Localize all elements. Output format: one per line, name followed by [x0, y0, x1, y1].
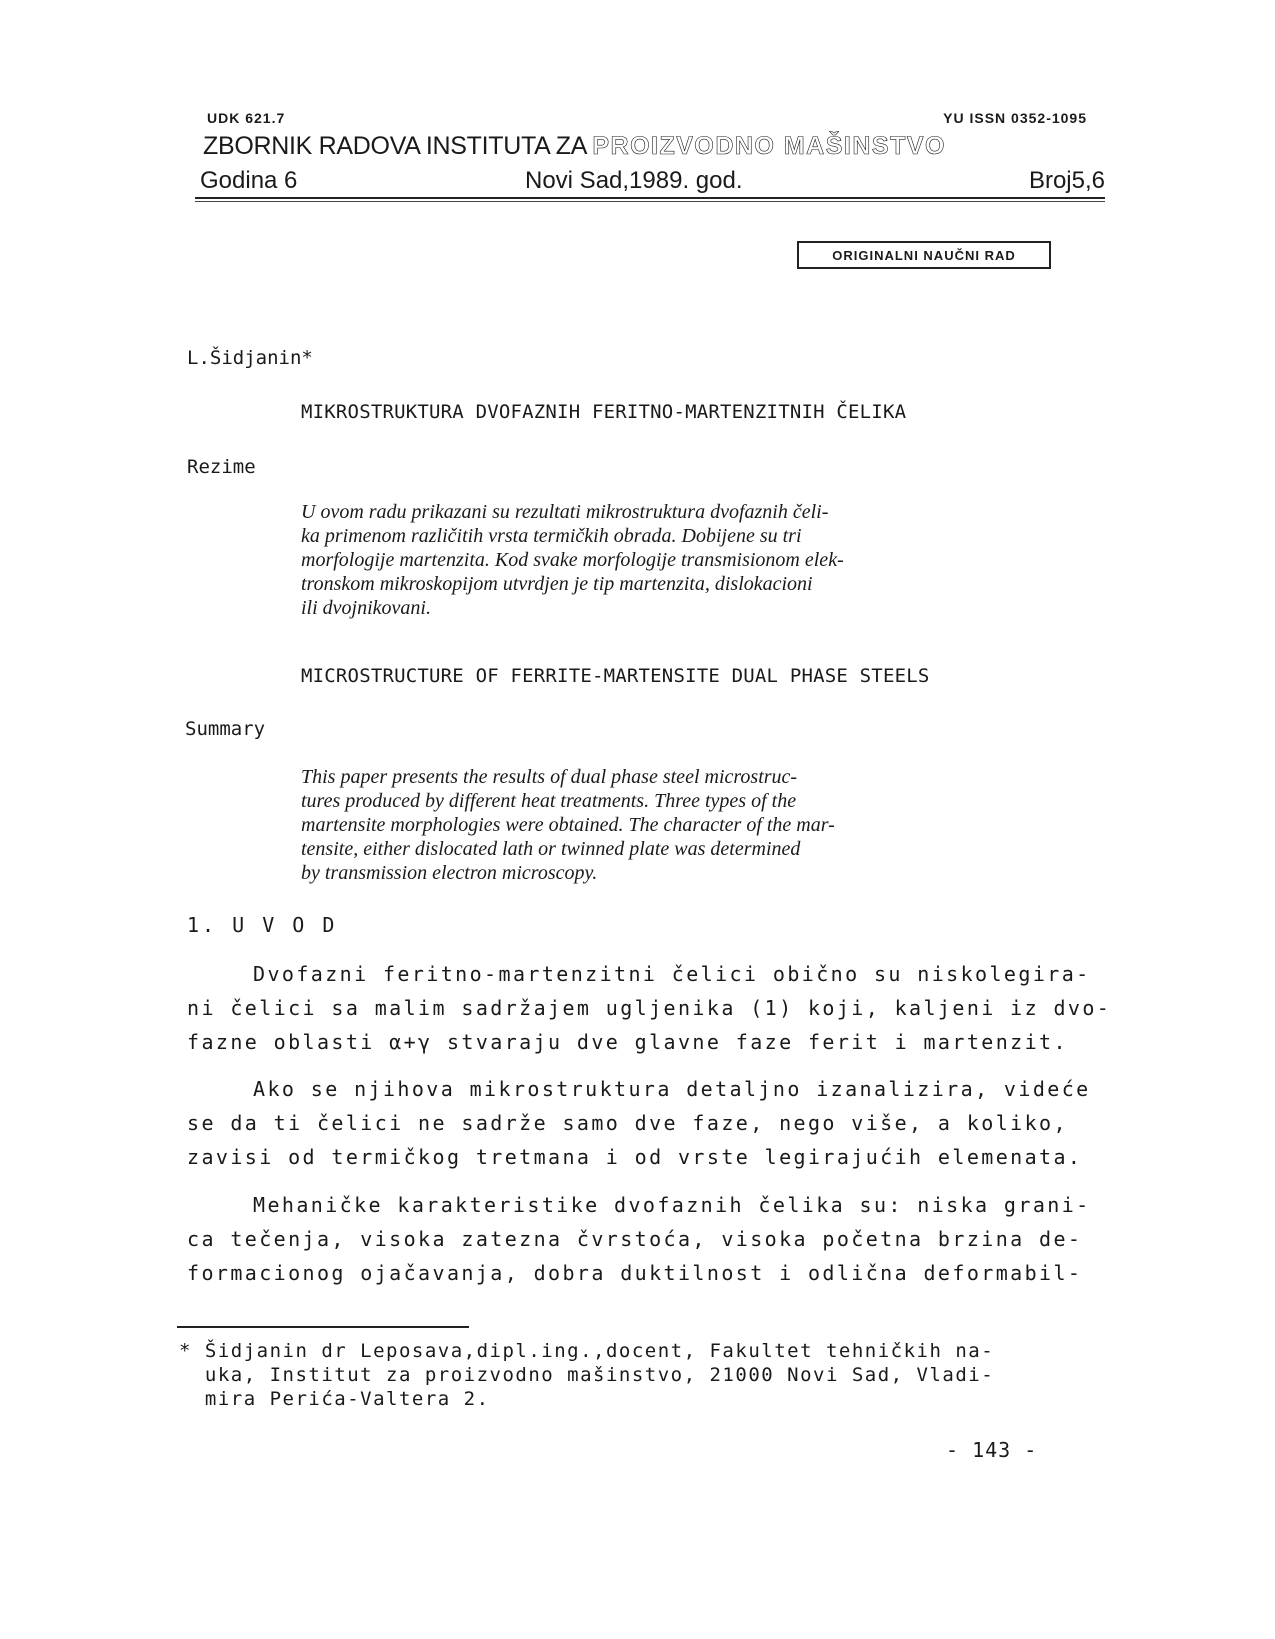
author-name: L.Šidjanin* [187, 347, 313, 369]
footnote-line: mira Perića-Valtera 2. [179, 1388, 490, 1410]
body-line: formacionog ojačavanja, dobra duktilnost i odlična deformabil- [187, 1261, 1083, 1285]
rezime-label: Rezime [187, 456, 256, 478]
body-line: zavisi od termičkog tretmana i od vrste legirajućih elemenata. [187, 1145, 1083, 1169]
abstract-line: ka primenom različitih vrsta termičkih obrada. Dobijene su tri [301, 525, 802, 547]
footnote-line: uka, Institut za proizvodno mašinstvo, 21000 Novi Sad, Vladi- [179, 1364, 995, 1386]
footnote-rule [177, 1326, 469, 1328]
body-line: ni čelici sa malim sadržajem ugljenika (1) koji, kaljeni iz dvo- [187, 996, 1112, 1020]
body-line: Ako se njihova mikrostruktura detaljno izanalizira, videće [253, 1077, 1091, 1101]
footnote [179, 1340, 994, 1412]
footnote-line: * Šidjanin dr Leposava,dipl.ing.,docent, Fakultet tehničkih na- [179, 1340, 995, 1362]
place-date: Novi Sad,1989. god. [525, 167, 743, 194]
section-heading: 1. U V O D [187, 913, 338, 937]
journal-title-prefix: ZBORNIK RADOVA INSTITUTA ZA [203, 132, 593, 160]
masthead-rule [195, 197, 1105, 199]
abstract-line: by transmission electron microscopy. [301, 862, 598, 884]
body-line: Mehaničke karakteristike dvofaznih čelika su: niska grani- [253, 1193, 1091, 1217]
issue-line [200, 167, 1105, 197]
abstract-line: This paper presents the results of dual phase steel microstruc- [301, 766, 798, 788]
body-line: Dvofazni feritno-martenzitni čelici obično su niskolegira- [253, 962, 1091, 986]
abstract-line: tures produced by different heat treatments. Three types of the [301, 790, 797, 812]
abstract-line: tronskom mikroskopijom utvrdjen je tip martenzita, dislokacioni [301, 573, 813, 595]
year-label: Godina 6 [200, 167, 298, 194]
masthead-rule-thin [195, 201, 1105, 202]
body-paragraph-1 [187, 958, 1111, 1060]
body-line: ca tečenja, visoka zatezna čvrstoća, visoka početna brzina de- [187, 1227, 1083, 1251]
paper-type-badge: ORIGINALNI NAUČNI RAD [797, 241, 1051, 269]
udk-code: UDK 621.7 [207, 110, 286, 126]
summary-label: Summary [185, 718, 266, 740]
abstract-line: tensite, either dislocated lath or twinned plate was determined [301, 838, 801, 860]
page-number: - 143 - [946, 1438, 1038, 1462]
abstract-line: ili dvojnikovani. [301, 597, 431, 619]
issue-number: Broj5,6 [1028, 167, 1105, 194]
body-paragraph-3 [187, 1189, 1091, 1291]
summary-abstract [301, 765, 835, 885]
abstract-line: martensite morphologies were obtained. The character of the mar- [301, 814, 835, 836]
rezime-abstract [301, 500, 844, 620]
journal-title-highlight: PROIZVODNO MAŠINSTVO [592, 132, 946, 160]
journal-title [203, 132, 946, 161]
abstract-line: U ovom radu prikazani su rezultati mikrostruktura dvofaznih čeli- [301, 501, 829, 523]
body-paragraph-2 [187, 1073, 1091, 1175]
issn-code: YU ISSN 0352-1095 [943, 110, 1087, 126]
abstract-line: morfologije martenzita. Kod svake morfologije transmisionom elek- [301, 549, 844, 571]
body-line: se da ti čelici ne sadrže samo dve faze, nego više, a koliko, [187, 1111, 1068, 1135]
title-serbian: MIKROSTRUKTURA DVOFAZNIH FERITNO-MARTENZITNIH ČELIKA [301, 401, 907, 423]
title-english: MICROSTRUCTURE OF FERRITE-MARTENSITE DUAL PHASE STEELS [301, 665, 930, 687]
body-line: fazne oblasti α+γ stvaraju dve glavne faze ferit i martenzit. [187, 1030, 1068, 1054]
